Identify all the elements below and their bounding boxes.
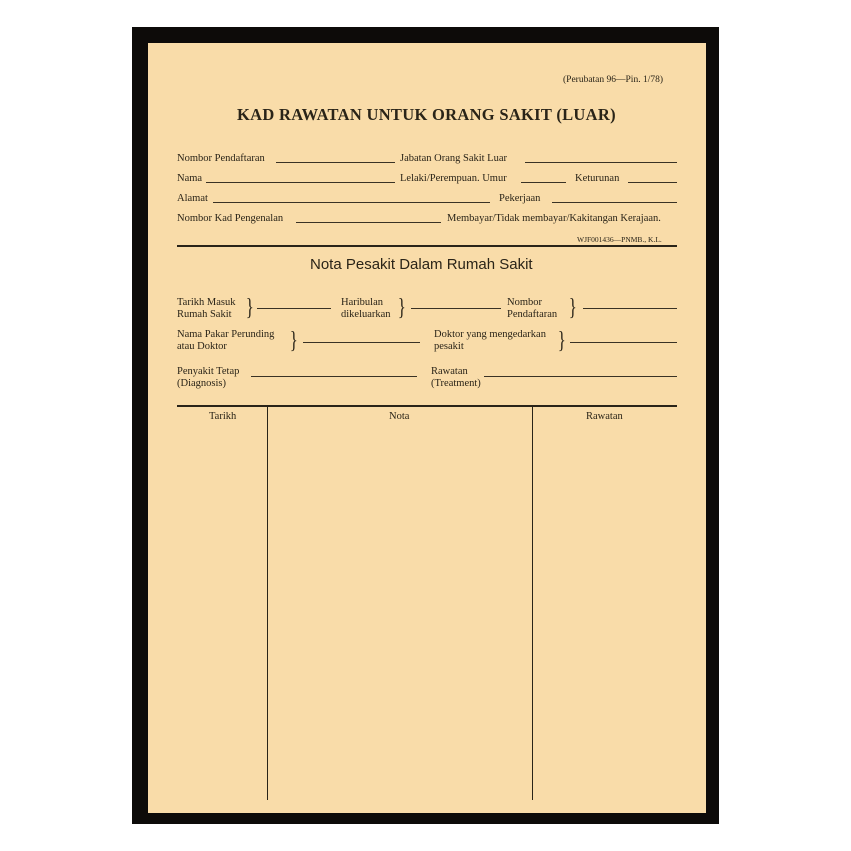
print-code: WJF001436—PNMB., K.L. [577, 235, 662, 244]
age-field[interactable] [521, 182, 566, 183]
treatment-label: Rawatan (Treatment) [431, 366, 481, 389]
column-divider [267, 405, 268, 800]
column-header-notes: Nota [389, 411, 410, 422]
name-label: Nama [177, 173, 203, 184]
descent-label: Keturunan [575, 173, 620, 184]
discharge-date-field[interactable] [411, 308, 501, 309]
column-divider [532, 405, 533, 800]
inpatient-regno-label: Nombor Pendaftaran [507, 297, 558, 320]
attending-doctor-field[interactable] [570, 342, 677, 343]
payment-status-label: Membayar/Tidak membayar/Kakitangan Kerajaan. [447, 213, 661, 224]
inpatient-heading: Nota Pesakit Dalam Rumah Sakit [310, 256, 533, 273]
discharge-date-label: Haribulan dikeluarkan [341, 297, 391, 320]
diagnosis-label: Penyakit Tetap (Diagnosis) [177, 366, 240, 389]
gender-age-label: Lelaki/Perempuan. Umur [400, 173, 507, 184]
inpatient-regno-field[interactable] [583, 308, 677, 309]
diagnosis-field[interactable] [251, 376, 417, 377]
treatment-field[interactable] [484, 376, 677, 377]
outpatient-dept-field[interactable] [525, 162, 677, 163]
consultant-field[interactable] [303, 342, 420, 343]
brace-icon: } [397, 295, 406, 321]
amendment-note: (Perubatan 96—Pin. 1/78) [563, 75, 664, 85]
brace-icon: } [568, 295, 577, 321]
registration-no-field[interactable] [276, 162, 395, 163]
address-label: Alamat [177, 193, 208, 204]
descent-field[interactable] [628, 182, 677, 183]
brace-icon: } [289, 328, 298, 354]
table-top-rule [177, 405, 677, 407]
outpatient-dept-label: Jabatan Orang Sakit Luar [400, 153, 508, 164]
brace-icon: } [557, 328, 566, 354]
ic-no-field[interactable] [296, 222, 441, 223]
registration-no-label: Nombor Pendaftaran [177, 153, 265, 164]
occupation-label: Pekerjaan [499, 193, 541, 204]
brace-icon: } [245, 295, 254, 321]
consultant-label: Nama Pakar Perunding atau Doktor [177, 329, 275, 352]
occupation-field[interactable] [552, 202, 677, 203]
section-divider [177, 245, 677, 247]
name-field[interactable] [206, 182, 395, 183]
admit-date-field[interactable] [257, 308, 331, 309]
ic-no-label: Nombor Kad Pengenalan [177, 213, 284, 224]
address-field[interactable] [213, 202, 490, 203]
form-title: KAD RAWATAN UNTUK ORANG SAKIT (LUAR) [237, 105, 616, 124]
admit-date-label: Tarikh Masuk Rumah Sakit [177, 297, 236, 320]
column-header-treatment: Rawatan [586, 411, 623, 422]
column-header-date: Tarikh [209, 411, 237, 422]
attending-doctor-label: Doktor yang mengedarkan pesakit [434, 329, 546, 352]
